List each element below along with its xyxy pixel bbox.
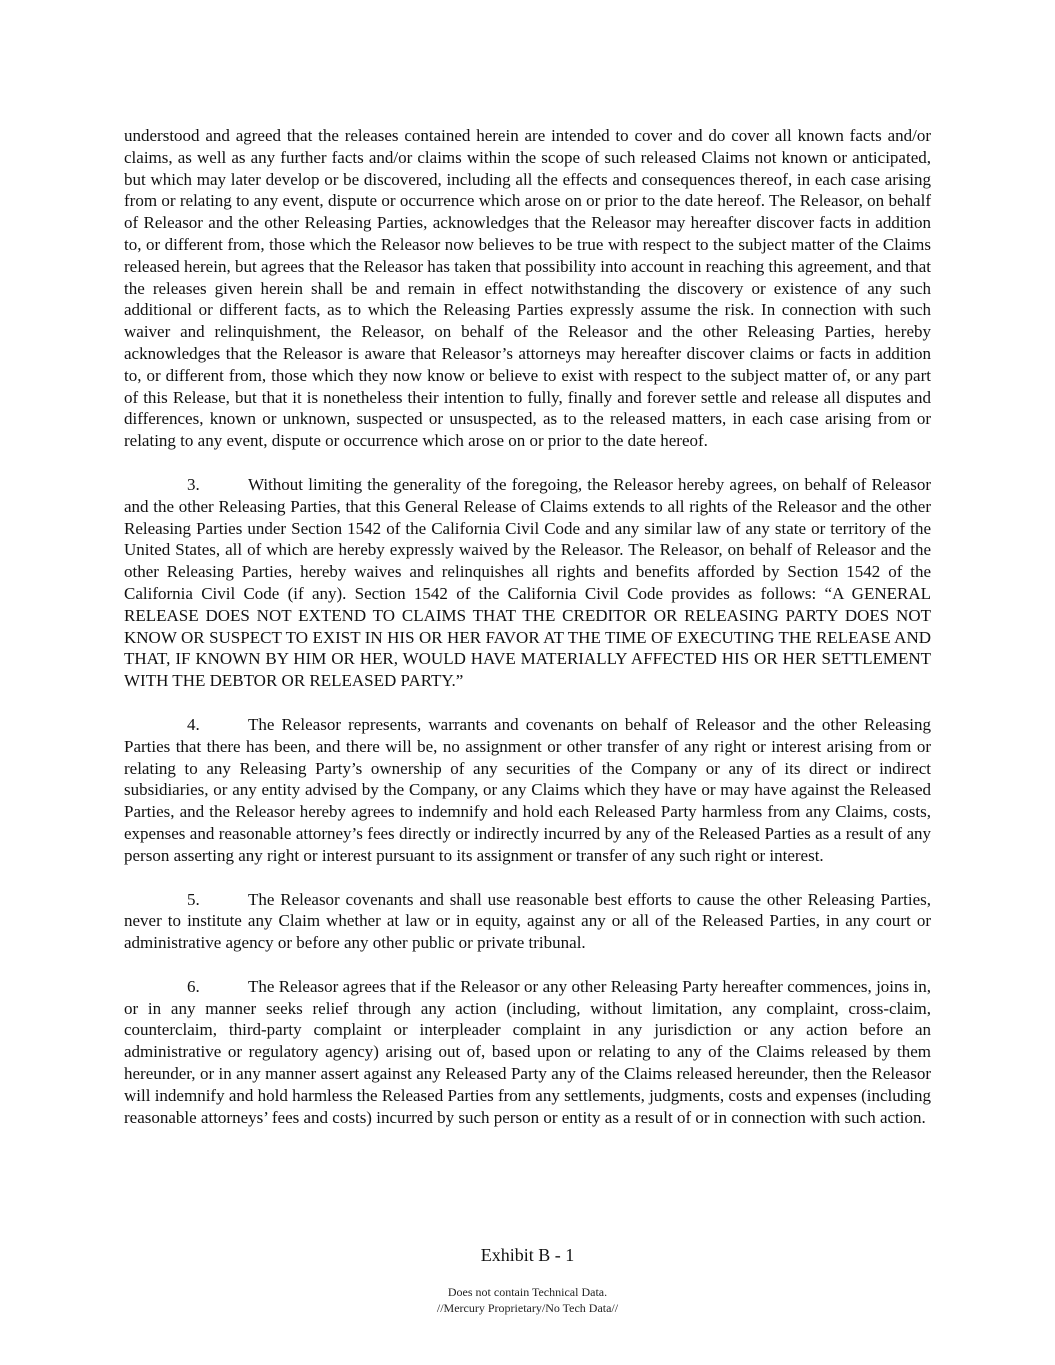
paragraph-number: 5. [187,889,200,909]
paragraph-4 [124,714,931,867]
page-label: Exhibit B - 1 [480,1245,575,1265]
paragraph-text: The Releasor agrees that if the Releasor or any other Releasing Party hereafter commences, joins in, or in any manner seeks relief through any action (including, without limitation, any complaint, cross-claim, counterclaim, third-party complaint or interpleader complaint in any jurisdiction or any action before an administrative or regulatory agency) arising out of, based upon or relating to any of the Claims released by them hereunder, or in any manner assert against any Released Party any of the Claims released hereunder, then the Releasor will indemnify and hold harmless the Released Parties from any settlements, judgments, costs and expenses (including reasonable attorneys’ fees and costs) incurred by such person or entity as a result of or in connection with such action. [124,976,931,1127]
paragraph-3 [124,474,931,692]
paragraph-text: The Releasor represents, warrants and covenants on behalf of Releasor and the other Releasing Parties that there has been, and there will be, no assignment or other transfer of any right or interest arising from or relating to any Releasing Party’s ownership of any securities of the Company or any of its direct or indirect subsidiaries, or any entity advised by the Company, or any Claims which they have or may have against the Released Parties, and the Releasor hereby agrees to indemnify and hold each Released Party harmless from any Claims, costs, expenses and reasonable attorney’s fees directly or indirectly incurred by any of the Released Parties as a result of any person asserting any right or interest pursuant to its assignment or transfer of any such right or interest. [124,714,931,865]
paragraph-number: 4. [187,714,200,734]
document-body [124,125,931,1150]
footer-notice [0,1284,1055,1316]
footer-line-1: Does not contain Technical Data. [447,1285,608,1299]
paragraph-text: Without limiting the generality of the foregoing, the Releasor hereby agrees, on behalf of Releasor and the other Releasing Parties, that this General Release of Claims extends to all rights of the Releasor and the other Releasing Parties under Section 1542 of the California Civil Code and any similar law of any state or territory of the United States, all of which are hereby expressly waived by the Releasor. The Releasor, on behalf of Releasor and the other Releasing Parties, hereby waives and relinquishes all rights and benefits afforded by Section 1542 of the California Civil Code (if any). Section 1542 of the California Civil Code provides as follows: “A GENERAL RELEASE DOES NOT EXTEND TO CLAIMS THAT THE CREDITOR OR RELEASING PARTY DOES NOT KNOW OR SUSPECT TO EXIST IN HIS OR HER FAVOR AT THE TIME OF EXECUTING THE RELEASE AND THAT, IF KNOWN BY HIM OR HER, WOULD HAVE MATERIALLY AFFECTED HIS OR HER SETTLEMENT WITH THE DEBTOR OR RELEASED PARTY.” [124,474,931,691]
paragraph-5 [124,889,931,954]
paragraph-text: The Releasor covenants and shall use reasonable best efforts to cause the other Releasing Parties, never to institute any Claim whether at law or in equity, against any or all of the Released Parties, in any court or administrative agency or before any other public or private tribunal. [124,889,931,953]
paragraph-continued [124,125,931,452]
paragraph-number: 3. [187,474,200,494]
paragraph-6 [124,976,931,1129]
paragraph-text: understood and agreed that the releases contained herein are intended to cover and do cover all known facts and/or claims, as well as any further facts and/or claims within the scope of such released Claims not known or anticipated, but which may later develop or be discovered, including all the effects and consequences thereof, in each case arising from or relating to any event, dispute or occurrence which arose on or prior to the date hereof. The Releasor, on behalf of Releasor and the other Releasing Parties, acknowledges that the Releasor may hereafter discover facts in addition to, or different from, those which the Releasor now believes to be true with respect to the subject matter of the Claims released herein, but agrees that the Releasor has taken that possibility into account in reaching this agreement, and that the releases given herein shall be and remain in effect notwithstanding the discovery or existence of any such additional or different facts, as to which the Releasing Parties expressly assume the risk. In connection with such waiver and relinquishment, the Releasor, on behalf of the Releasor and the other Releasing Parties, hereby acknowledges that the Releasor is aware that Releasor’s attorneys may hereafter discover claims or facts in addition to, or different from, those which they now know or believe to exist with respect to the subject matter of, or any part of this Release, but that it is nonetheless their intention to fully, finally and forever settle and release all disputes and differences, known or unknown, suspected or unsuspected, as to the released matters, in each case arising from or relating to any event, dispute or occurrence which arose on or prior to the date hereof. [124,126,931,451]
paragraph-number: 6. [187,976,200,996]
footer-line-2: //Mercury Proprietary/No Tech Data// [436,1301,619,1315]
